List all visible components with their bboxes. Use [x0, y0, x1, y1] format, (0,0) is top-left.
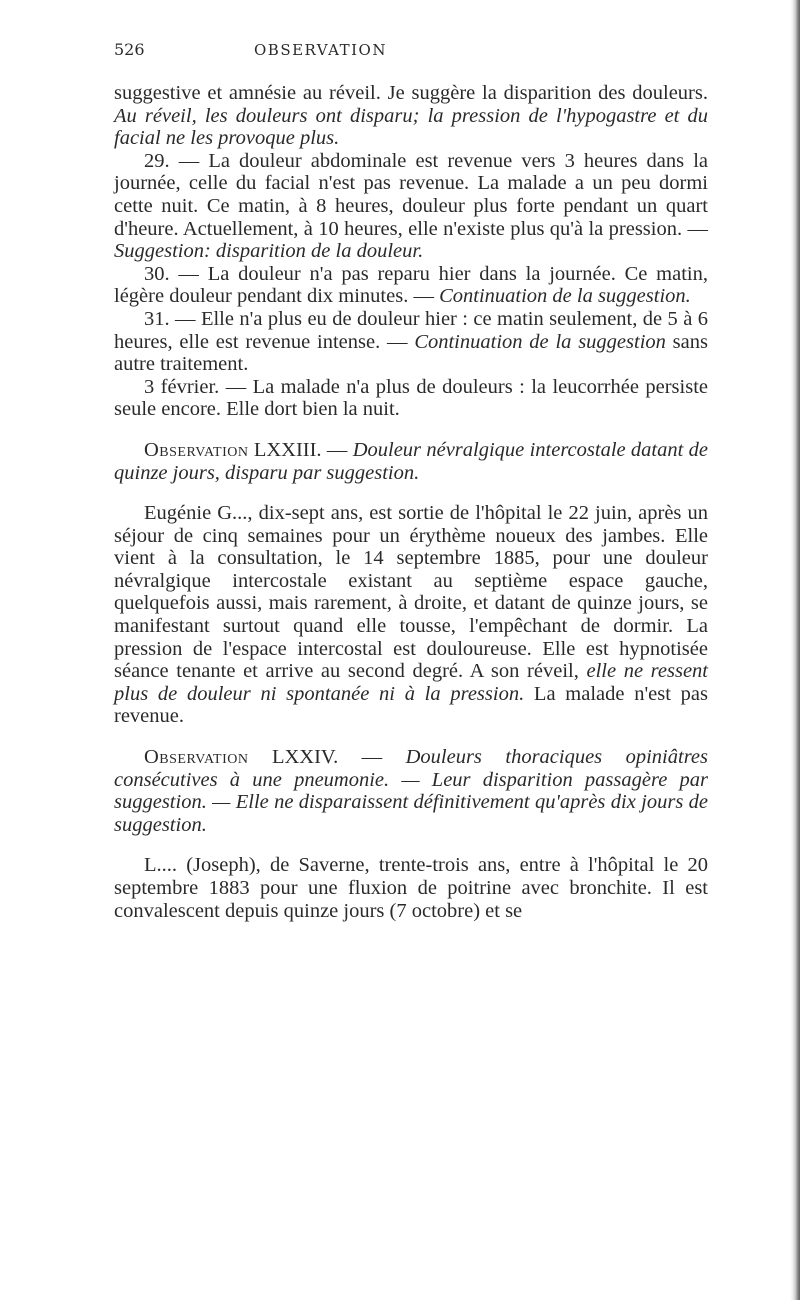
paragraph — [114, 854, 708, 922]
book-page — [114, 40, 708, 922]
paragraph — [114, 263, 708, 308]
running-title: OBSERVATION — [254, 41, 387, 59]
text-run-italic: elle ne ressent plus de douleur ni spontanée ni à la pression. — [114, 660, 708, 705]
text-run: 3 février. — La malade n'a plus de douleurs : la leucorrhée persiste seule encore. Elle dort bien la nuit. — [114, 375, 708, 421]
observation-label: Observation — [144, 438, 249, 461]
observation-title: Douleur névralgique intercostale datant de quinze jours, disparu par suggestion. — [114, 438, 708, 484]
text-run: suggestive et amnésie au réveil. Je suggère la disparition des douleurs. — [114, 82, 708, 104]
text-run-italic: Au réveil, les douleurs ont disparu; la pression de l'hypogastre et du facial ne les provoque plus. — [114, 104, 708, 150]
text-run-italic: Continuation de la suggestion — [414, 330, 666, 353]
text-run: 29. — La douleur abdominale est revenue vers 3 heures dans la journée, celle du facial n'est pas revenue. La malade a un peu dormi cette nuit. Ce matin, à 8 heures, douleur plus forte pendant un quart d'heure. Actuellement, à 10 heures, elle n'existe plus qu'à la pression. — — [114, 149, 708, 240]
text-run-italic: Continuation de la suggestion. — [439, 285, 691, 308]
page-number: 526 — [114, 40, 145, 59]
observation-heading — [114, 746, 708, 836]
page-edge-shadow — [790, 0, 800, 1300]
paragraph — [114, 376, 708, 421]
observation-title: Douleurs thoraciques opiniâtres consécutives à une pneumonie. — Leur disparition passagère par suggestion. — Elle ne disparaissent définitivement qu'après dix jours de suggestion. — [114, 746, 708, 836]
paragraph — [114, 308, 708, 376]
text-run: 31. — Elle n'a plus eu de douleur hier : ce matin seulement, de 5 à 6 heures, elle est revenue intense. — — [114, 307, 708, 353]
paragraph — [114, 150, 708, 263]
text-run: Eugénie G..., dix-sept ans, est sortie de l'hôpital le 22 juin, après un séjour de cinq semaines pour un érythème noueux des jambes. Elle vient à la consultation, le 14 septembre 1885, pour une douleur névralgique intercostale existant au septième espace gauche, quelquefois aussi, mais rarement, à droite, et datant de quinze jours, se manifestant surtout quand elle tousse, l'empêchant de dormir. La pression de l'espace intercostal est douloureuse. Elle est hypnotisée séance tenante et arrive au second degré. A son réveil, — [114, 502, 708, 683]
observation-number: LXXIII. — — [248, 438, 353, 461]
text-run: La malade n'est pas revenue. — [114, 682, 708, 728]
text-run-italic: Suggestion: disparition de la douleur. — [114, 240, 424, 263]
page-header — [114, 40, 708, 68]
paragraph — [114, 82, 708, 150]
paragraph — [114, 502, 708, 728]
body-text — [114, 82, 708, 922]
observation-number: LXXIV. — — [248, 746, 406, 769]
observation-heading — [114, 439, 708, 484]
text-run: L.... (Joseph), de Saverne, trente-trois ans, entre à l'hôpital le 20 septembre 1883 pour une fluxion de poitrine avec bronchite. Il est convalescent depuis quinze jours (7 octobre) et se — [114, 854, 708, 922]
text-run: 30. — La douleur n'a pas reparu hier dans la journée. Ce matin, légère douleur pendant dix minutes. — — [114, 262, 708, 308]
text-run: sans autre traitement. — [114, 330, 708, 376]
observation-label: Observation — [144, 746, 249, 769]
